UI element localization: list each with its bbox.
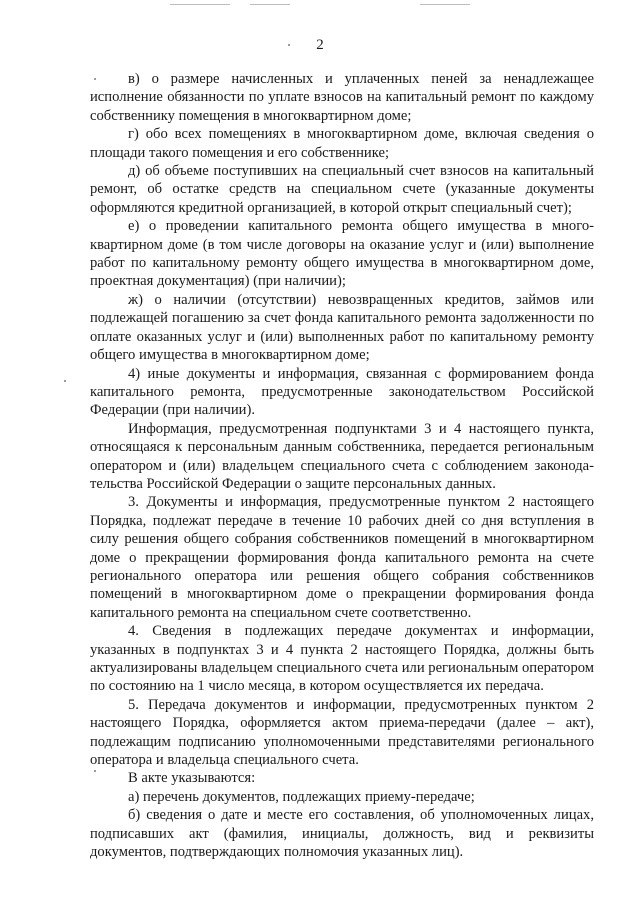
paragraph-subitem-v: в) о размере начисленных и уплаченных пеней за ненадлежащее исполнение обязанности по уплате взносов на капитальный ремонт по каждому собственнику помещения в многоквартирном доме; bbox=[90, 71, 594, 124]
paragraph-clause-5: 5. Передача документов и информации, предусмотренных пунктом 2 настоящего Порядка, оформляется актом приема-передачи (далее – акт), подлежащим подписанию уполномоченными представителями регионального оператора и владельца специального счета. bbox=[90, 696, 594, 769]
paragraph-item-4: 4) иные документы и информация, связанная с формированием фонда капитального ремонта, предусмотренные законодательством Российской Федерации (при наличии). bbox=[90, 365, 594, 419]
scan-artifact-line bbox=[250, 4, 290, 5]
scan-artifact-line bbox=[420, 4, 470, 5]
page-number: 2 bbox=[316, 37, 324, 53]
paragraph-clause-3: 3. Документы и информация, предусмотренные пунктом 2 настоящего Порядка, подлежат передаче в течение 10 рабочих дней со дня вступления в силу решения общего собрания собственников помещений в многоквартирном доме о прекращении формирования фонда капитального ремонта на счете регионального оператора или решения общего собрания собственников помещений в многоквартирном доме о прекращении формирования фонда капитального ремонта на специальном счете соответственно. bbox=[90, 494, 594, 621]
scan-speck bbox=[64, 380, 66, 382]
paragraph-subitem-zh: ж) о наличии (отсутствии) невозвращенных кредитов, займов или подлежащей погашению за счет фонда капитального ремонта задолженности по оплате оказанных услуг и (или) выполненных работ по капитальному ремонту общего имущества в многоквартирном доме; bbox=[90, 291, 594, 364]
paragraph-act-subitem-a: а) перечень документов, подлежащих приему-передаче; bbox=[128, 788, 475, 805]
paragraph-subitem-e: е) о проведении капитального ремонта общего имущества в многоквартирном доме (в том числе договоры на оказание услуг и (или) выполнение работ по капитальному ремонту общего имущества в многоквартирном доме, проектная документация) (при наличии); bbox=[90, 218, 594, 290]
scan-artifact-line bbox=[170, 4, 230, 5]
paragraph-subitem-g: г) обо всех помещениях в многоквартирном доме, включая сведения о площади такого помещения и его собственнике; bbox=[90, 126, 594, 161]
paragraph-act-contents-heading: В акте указываются: bbox=[128, 770, 256, 787]
paragraph-subitem-d: д) об объеме поступивших на специальный счет взносов на капитальный ремонт, об остатке средств на специальном счете (указанные документы оформляются кредитной организацией, в которой открыт специальный счет); bbox=[90, 163, 594, 216]
paragraph-clause-4: 4. Сведения в подлежащих передаче документах и информации, указанных в подпунктах 3 и 4 пункта 2 настоящего Порядка, должны быть актуализированы владельцем специального счета или региональным оператором по состоянию на 1 число месяца, в котором осуществляется их передача. bbox=[90, 623, 595, 695]
paragraph-act-subitem-b: б) сведения о дате и месте его составления, об уполномоченных лицах, подписавших акт (фамилия, инициалы, должность, вид и реквизиты документов, подтверждающих полномочия указанных лиц). bbox=[90, 807, 594, 861]
document-body bbox=[90, 70, 594, 861]
paragraph-personal-data: Информация, предусмотренная подпунктами 3 и 4 настоящего пункта, относящаяся к персональным данным собственника, передается региональным оператором и (или) владельцем специального счета с соблюдением законодательства Российской Федерации о защите персональных данных. bbox=[90, 420, 594, 492]
scan-speck bbox=[288, 44, 290, 46]
